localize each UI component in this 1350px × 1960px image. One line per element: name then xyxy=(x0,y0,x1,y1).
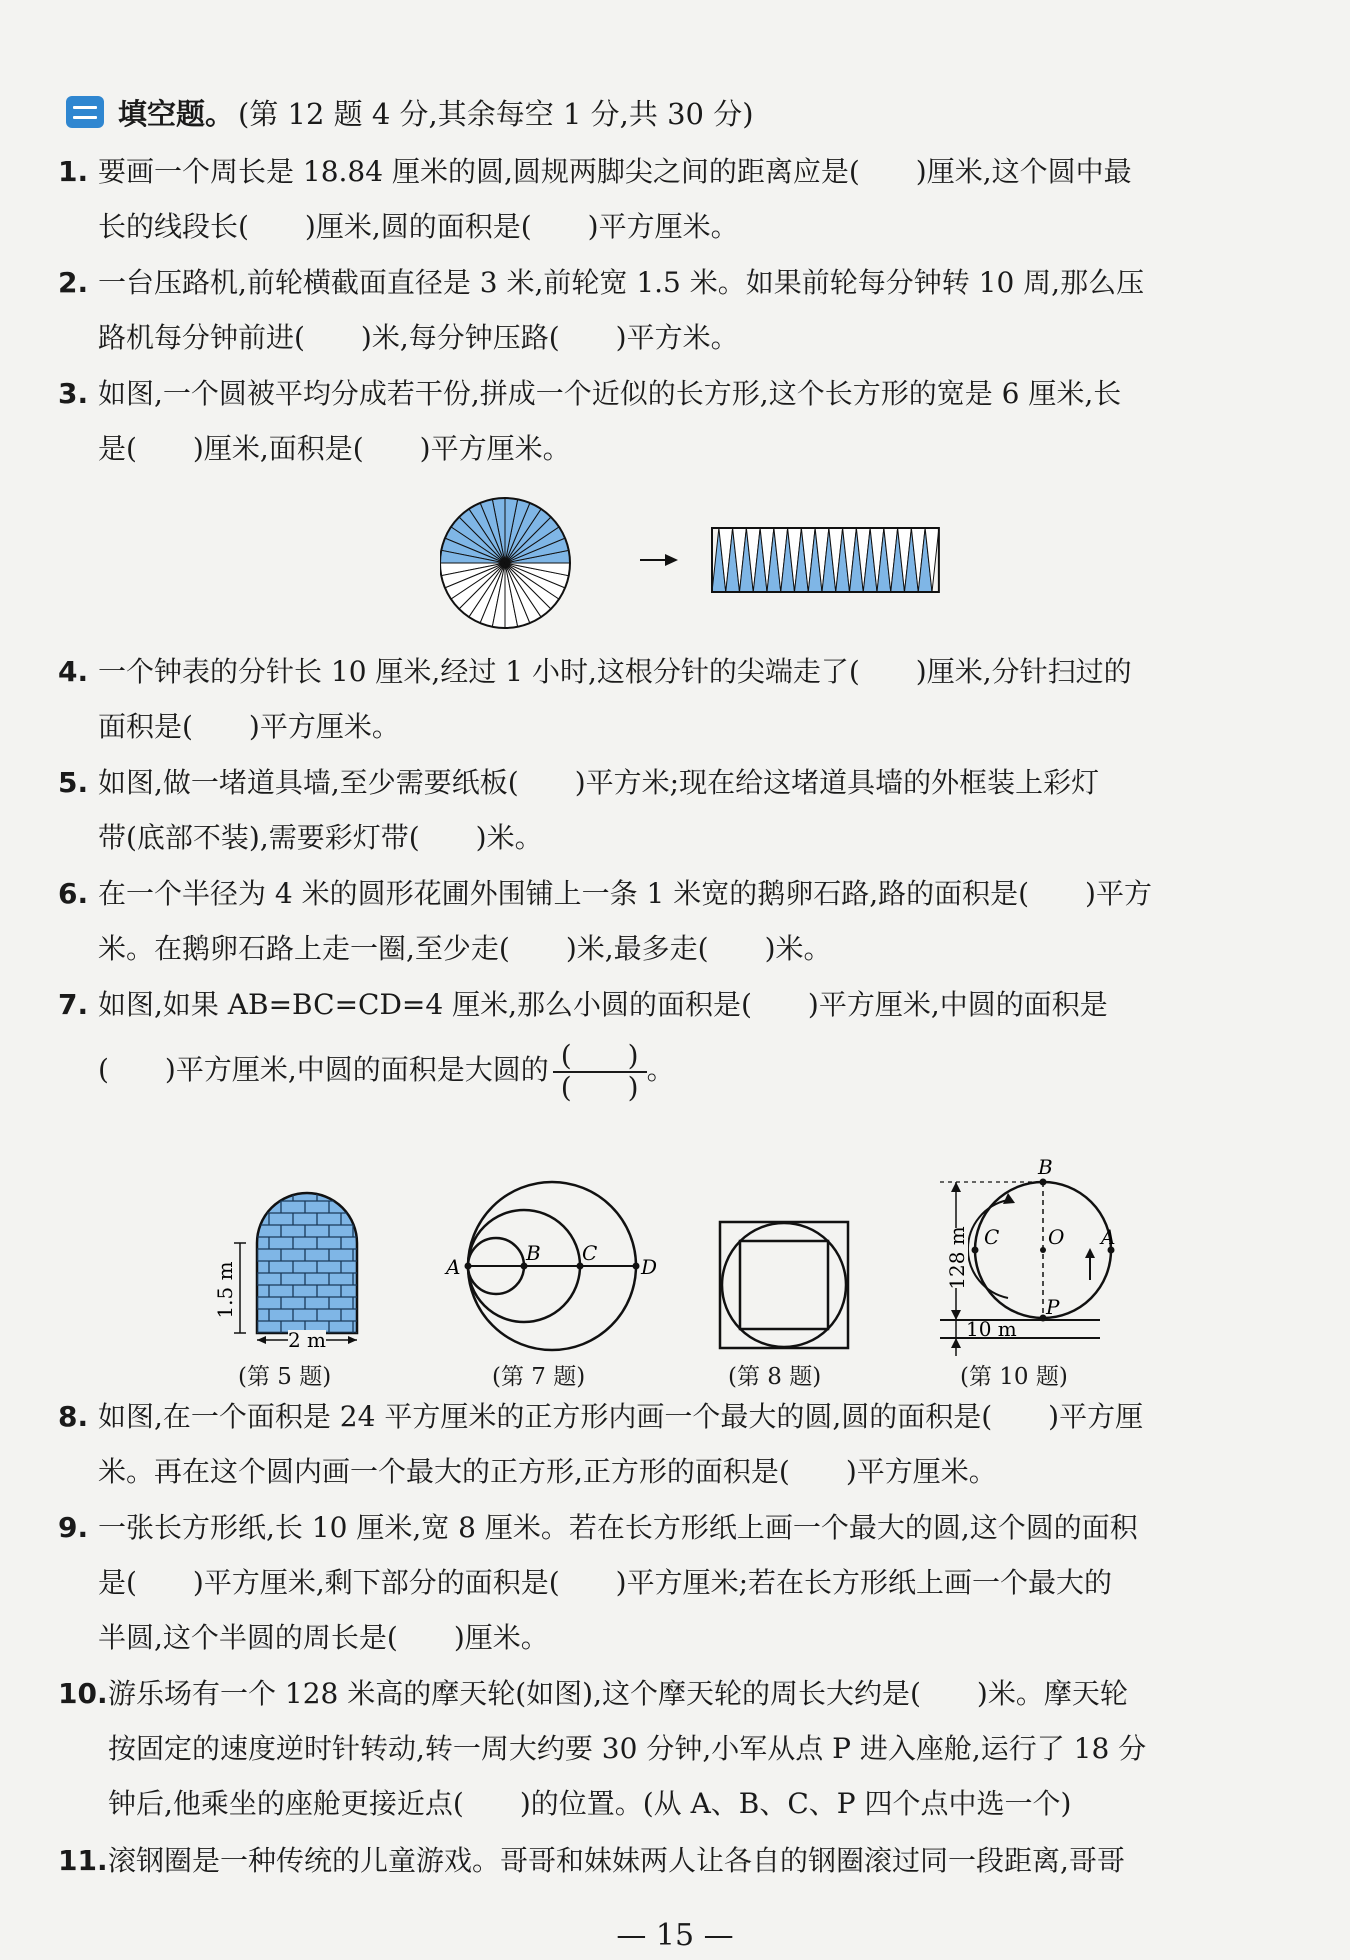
question-6 xyxy=(58,866,1298,976)
figure-q5-wall xyxy=(212,1178,392,1356)
question-1 xyxy=(58,144,1298,254)
question-number: 9. xyxy=(58,1511,89,1544)
question-number: 10. xyxy=(58,1677,108,1710)
question-number: 6. xyxy=(58,877,89,910)
question-5 xyxy=(58,755,1298,865)
section-two-icon xyxy=(66,96,104,128)
question-text: 面积是( )平方厘米。 xyxy=(98,710,400,743)
fig10-label-p: P xyxy=(1046,1295,1060,1319)
question-text: 路机每分钟前进( )米,每分钟压路( )平方米。 xyxy=(98,321,739,354)
question-7: 7. 如图,如果 AB=BC=CD=4 厘米,那么小圆的面积是( )平方厘米,中圆的面积是 ( )平方厘米,中圆的面积是大圆的 $\frac{( )}{( )}$ 。 xyxy=(58,977,1298,1108)
question-text: 按固定的速度逆时针转动,转一周大约要 30 分钟,小军从点 P 进入座舱,运行了 18 分 xyxy=(108,1732,1147,1765)
question-number: 8. xyxy=(58,1400,89,1433)
question-text: 长的线段长( )厘米,圆的面积是( )平方厘米。 xyxy=(98,210,739,243)
fig7-label-c: C xyxy=(582,1241,598,1265)
fig10-height-label: 128 m xyxy=(945,1226,969,1290)
fig10-label-b: B xyxy=(1038,1155,1053,1179)
page-number: — 15 — xyxy=(616,1918,734,1953)
fig8-caption: (第 8 题) xyxy=(728,1364,822,1390)
question-text: 游乐场有一个 128 米高的摩天轮(如图),这个摩天轮的周长大约是( )米。摩天轮 xyxy=(108,1677,1128,1710)
fig10-label-a: A xyxy=(1101,1225,1116,1249)
fig7-label-d: D xyxy=(641,1255,658,1279)
fig10-caption: (第 10 题) xyxy=(960,1364,1068,1390)
question-number: 3. xyxy=(58,377,89,410)
fraction-blank: $\frac{( )}{( )}$ xyxy=(553,1041,647,1103)
question-text: 半圆,这个半圆的周长是( )厘米。 xyxy=(98,1621,549,1654)
question-text: 一台压路机,前轮横截面直径是 3 米,前轮宽 1.5 米。如果前轮每分钟转 10 周,那么压 xyxy=(98,266,1145,299)
question-number: 7. xyxy=(58,988,89,1021)
fig5-caption: (第 5 题) xyxy=(238,1364,332,1390)
question-text: 要画一个周长是 18.84 厘米的圆,圆规两脚尖之间的距离应是( )厘米,这个圆中最 xyxy=(98,155,1132,188)
question-number: 1. xyxy=(58,155,89,188)
question-text: 如图,在一个面积是 24 平方厘米的正方形内画一个最大的圆,圆的面积是( )平方厘 xyxy=(98,1400,1144,1433)
figure-q3-circle-to-rectangle xyxy=(440,488,940,638)
question-text: 是( )厘米,面积是( )平方厘米。 xyxy=(98,432,571,465)
section-header xyxy=(66,92,754,132)
question-text: 是( )平方厘米,剩下部分的面积是( )平方厘米;若在长方形纸上画一个最大的 xyxy=(98,1566,1113,1599)
figure-q10-ferris-wheel xyxy=(920,1148,1120,1358)
question-9 xyxy=(58,1500,1298,1665)
question-text: 钟后,他乘坐的座舱更接近点( )的位置。(从 A、B、C、P 四个点中选一个) xyxy=(108,1787,1072,1820)
question-text: 如图,如果 AB=BC=CD=4 厘米,那么小圆的面积是( )平方厘米,中圆的面积是 xyxy=(98,988,1108,1021)
question-10 xyxy=(58,1666,1298,1831)
fig7-label-b: B xyxy=(526,1241,541,1265)
question-8 xyxy=(58,1389,1298,1499)
question-number: 4. xyxy=(58,655,89,688)
fig10-label-c: C xyxy=(984,1225,1000,1249)
section-note: (第 12 题 4 分,其余每空 1 分,共 30 分) xyxy=(238,96,754,131)
section-title: 填空题。 xyxy=(118,96,235,131)
question-11 xyxy=(58,1833,1298,1888)
fig5-height-label: 1.5 m xyxy=(213,1261,237,1319)
figure-q8-square-circle xyxy=(716,1218,856,1353)
fig10-base-label: 10 m xyxy=(966,1317,1017,1341)
fig7-label-a: A xyxy=(446,1255,461,1279)
question-text: 带(底部不装),需要彩灯带( )米。 xyxy=(98,821,543,854)
question-text: 滚钢圈是一种传统的儿童游戏。哥哥和妹妹两人让各自的钢圈滚过同一段距离,哥哥 xyxy=(108,1844,1125,1877)
figure-q7-circles xyxy=(440,1180,670,1355)
question-3 xyxy=(58,366,1298,476)
question-text: 如图,一个圆被平均分成若干份,拼成一个近似的长方形,这个长方形的宽是 6 厘米,长 xyxy=(98,377,1122,410)
question-text: 如图,做一堵道具墙,至少需要纸板( )平方米;现在给这堵道具墙的外框装上彩灯 xyxy=(98,766,1100,799)
question-text: 在一个半径为 4 米的圆形花圃外围铺上一条 1 米宽的鹅卵石路,路的面积是( )平方 xyxy=(98,877,1152,910)
question-4 xyxy=(58,644,1298,754)
fig10-label-o: O xyxy=(1048,1225,1065,1249)
question-text: 米。再在这个圆内画一个最大的正方形,正方形的面积是( )平方厘米。 xyxy=(98,1455,997,1488)
question-2 xyxy=(58,255,1298,365)
question-text: 一个钟表的分针长 10 厘米,经过 1 小时,这根分针的尖端走了( )厘米,分针扫过的 xyxy=(98,655,1132,688)
question-text: ( )平方厘米,中圆的面积是大圆的 xyxy=(98,1053,549,1086)
fig7-caption: (第 7 题) xyxy=(492,1364,586,1390)
question-text: 一张长方形纸,长 10 厘米,宽 8 厘米。若在长方形纸上画一个最大的圆,这个圆的面积 xyxy=(98,1511,1138,1544)
question-number: 11. xyxy=(58,1844,108,1877)
question-number: 5. xyxy=(58,766,89,799)
fig5-width-label: 2 m xyxy=(287,1328,327,1352)
question-number: 2. xyxy=(58,266,89,299)
question-text: 米。在鹅卵石路上走一圈,至少走( )米,最多走( )米。 xyxy=(98,932,832,965)
